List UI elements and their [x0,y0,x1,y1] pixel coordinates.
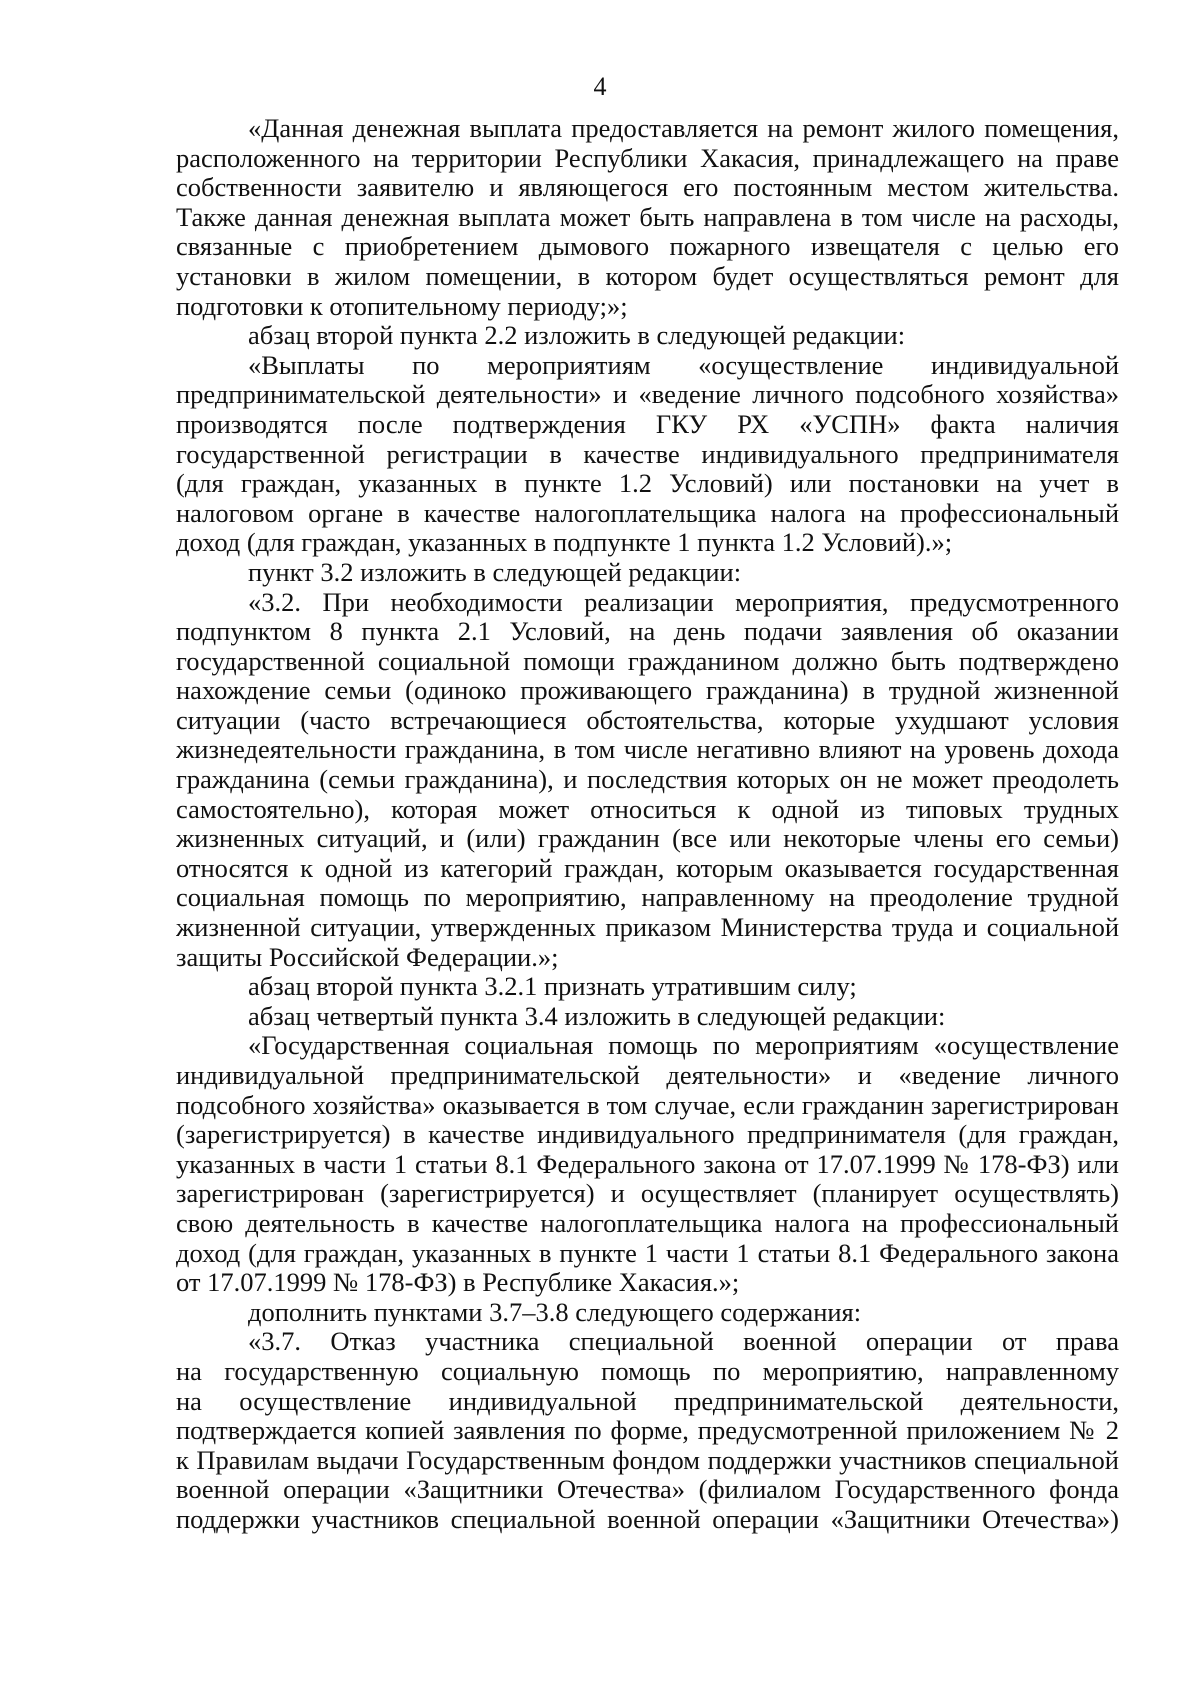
text-line: указанных в части 1 статьи 8.1 Федерального закона от 17.07.1999 № 178-ФЗ) или [176,1149,1119,1179]
text-line: жизнедеятельности гражданина, в том числе негативно влияют на уровень дохода [176,735,1119,765]
text-line: абзац второй пункта 2.2 изложить в следующей редакции: [248,321,906,351]
text-line: (для граждан, указанных в пункте 1.2 Условий) или постановки на учет в [176,469,1119,499]
text-line: от 17.07.1999 № 178-ФЗ) в Республике Хакасия.»; [176,1268,740,1298]
text-line: ситуации (часто встречающиеся обстоятельства, которые ухудшают условия [176,705,1119,735]
text-line: социальная помощь по мероприятию, направленному на преодоление трудной [176,883,1119,913]
text-line: защиты Российской Федерации.»; [176,942,559,972]
text-line: Также данная денежная выплата может быть направлена в том числе на расходы, [176,202,1119,232]
text-line: абзац четвертый пункта 3.4 изложить в следующей редакции: [248,1001,946,1031]
text-line: свою деятельность в качестве налогоплательщика налога на профессиональный [176,1208,1119,1238]
text-line: дополнить пунктами 3.7–3.8 следующего содержания: [248,1297,862,1327]
text-line: государственной регистрации в качестве индивидуального предпринимателя [176,439,1119,469]
text-line: жизненной ситуации, утвержденных приказом Министерства труда и социальной [176,913,1119,943]
document-body [176,114,1119,1535]
text-line: подпунктом 8 пункта 2.1 Условий, на день подачи заявления об оказании [176,617,1119,647]
text-line: «3.2. При необходимости реализации мероприятия, предусмотренного [248,587,1119,617]
text-line: подсобного хозяйства» оказывается в том случае, если гражданин зарегистрирован [176,1090,1119,1120]
text-line: зарегистрирован (зарегистрируется) и осуществляет (планирует осуществлять) [176,1179,1119,1209]
text-line: поддержки участников специальной военной операции «Защитники Отечества») [176,1504,1119,1534]
text-line: пункт 3.2 изложить в следующей редакции: [248,557,742,587]
text-line: индивидуальной предпринимательской деятельности» и «ведение личного [176,1061,1119,1090]
text-line: связанные с приобретением дымового пожарного извещателя с целью его [176,232,1119,262]
text-line: подтверждается копией заявления по форме, предусмотренной приложением № 2 [176,1416,1119,1446]
text-line: «Государственная социальная помощь по мероприятиям «осуществление [248,1031,1119,1061]
text-line: предпринимательской деятельности» и «ведение личного подсобного хозяйства» [176,380,1119,410]
text-line: «Выплаты по мероприятиям «осуществление индивидуальной [248,350,1119,380]
text-line: (зарегистрируется) в качестве индивидуального предпринимателя (для граждан, [176,1120,1119,1150]
text-line: расположенного на территории Республики Хакасия, принадлежащего на праве [176,143,1119,173]
text-line: «3.7. Отказ участника специальной военной операции от права [248,1327,1119,1357]
text-line: на осуществление индивидуальной предпринимательской деятельности, [176,1386,1119,1416]
page-number: 4 [593,72,607,101]
text-line: абзац второй пункта 3.2.1 признать утратившим силу; [248,972,857,1002]
text-line: доход (для граждан, указанных в пункте 1 части 1 статьи 8.1 Федерального закона [176,1238,1119,1268]
text-line: на государственную социальную помощь по мероприятию, направленному [176,1356,1119,1386]
text-line: налоговом органе в качестве налогоплательщика налога на профессиональный [176,498,1119,528]
text-line: к Правилам выдачи Государственным фондом поддержки участников специальной [176,1445,1119,1475]
text-line: относятся к одной из категорий граждан, которым оказывается государственная [176,853,1119,883]
text-line: самостоятельно), которая может относиться к одной из типовых трудных [176,794,1119,824]
text-line: государственной социальной помощи гражданином должно быть подтверждено [176,646,1119,676]
text-line: собственности заявителю и являющегося его постоянным местом жительства. [176,173,1119,203]
text-line: установки в жилом помещении, в котором будет осуществляться ремонт для [176,261,1119,291]
text-line: гражданина (семьи гражданина), и последствия которых он не может преодолеть [176,765,1119,795]
text-line: нахождение семьи (одиноко проживающего гражданина) в трудной жизненной [176,676,1119,706]
text-line: подготовки к отопительному периоду;»; [176,291,628,321]
text-line: жизненных ситуаций, и (или) гражданин (все или некоторые члены его семьи) [176,824,1119,854]
text-line: «Данная денежная выплата предоставляется на ремонт жилого помещения, [248,114,1119,143]
text-line: доход (для граждан, указанных в подпункте 1 пункта 1.2 Условий).»; [176,528,953,558]
text-line: производятся после подтверждения ГКУ РХ «УСПН» факта наличия [176,409,1119,439]
text-line: военной операции «Защитники Отечества» (филиалом Государственного фонда [176,1475,1119,1505]
